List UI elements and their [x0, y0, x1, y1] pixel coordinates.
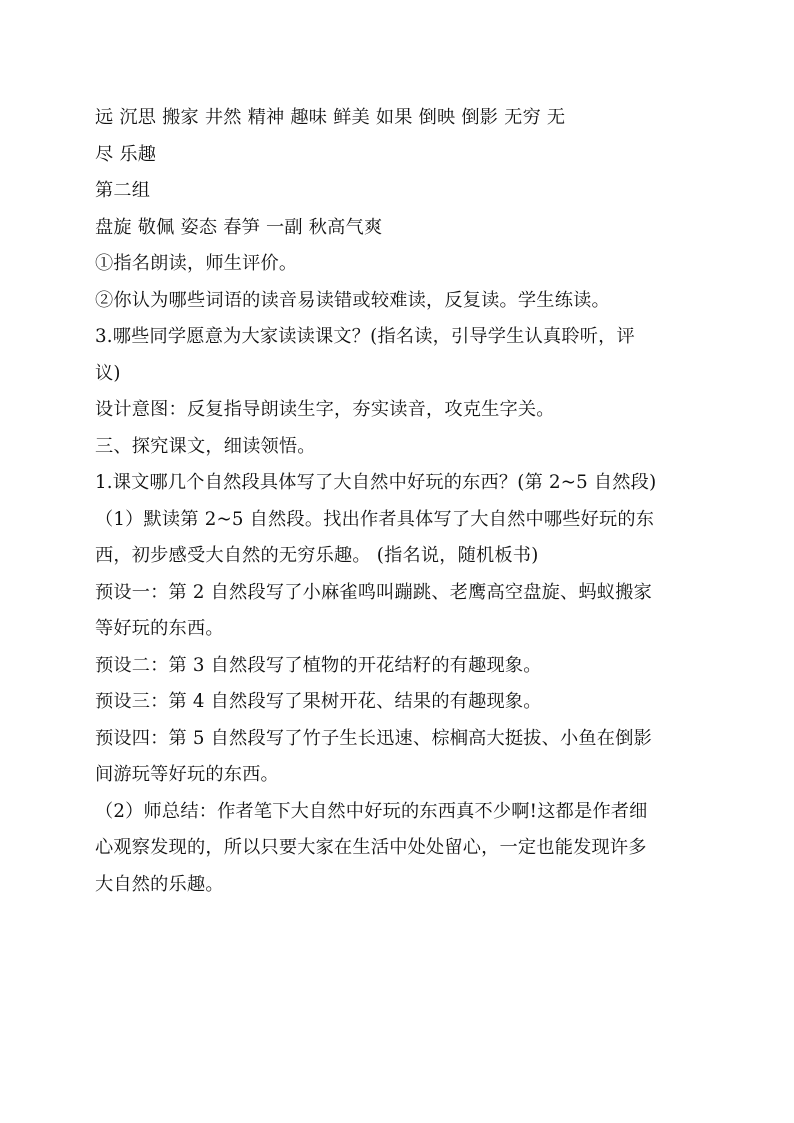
- text-line: 设计意图：反复指导朗读生字，夯实读音，攻克生字关。: [95, 399, 555, 420]
- text-line: 1.课文哪几个自然段具体写了大自然中好玩的东西？(第 2~5 自然段): [95, 472, 657, 493]
- text-line: 西，初步感受大自然的无穷乐趣。 (指名说，随机板书): [95, 545, 539, 566]
- text-line: 心观察发现的，所以只要大家在生活中处处留心，一定也能发现许多: [95, 837, 647, 858]
- text-line: 盘旋 敬佩 姿态 春笋 一副 秋高气爽: [95, 216, 383, 238]
- text-line: 大自然的乐趣。: [95, 873, 224, 895]
- text-line: 预设二：第 3 自然段写了植物的开花结籽的有趣现象。: [95, 654, 542, 676]
- text-line: （2）师总结：作者笔下大自然中好玩的东西真不少啊!这都是作者细: [95, 800, 648, 822]
- text-line: ②你认为哪些词语的读音易读错或较难读，反复读。学生练读。: [95, 289, 610, 311]
- text-line: ①指名朗读，师生评价。: [95, 253, 298, 274]
- text-line: 间游玩等好玩的东西。: [95, 764, 279, 785]
- text-line: 预设三：第 4 自然段写了果树开花、结果的有趣现象。: [95, 691, 542, 712]
- text-line: 等好玩的东西。: [95, 618, 224, 639]
- text-line: 预设四：第 5 自然段写了竹子生长迅速、棕榈高大挺拔、小鱼在倒影: [95, 727, 652, 749]
- text-line: （1）默读第 2~5 自然段。找出作者具体写了大自然中哪些好玩的东: [95, 508, 655, 530]
- text-line: 议): [95, 362, 121, 384]
- section-heading: 第二组: [95, 180, 151, 201]
- text-line: 尽 乐趣: [95, 143, 157, 165]
- section-heading: 三、探究课文，细读领悟。: [95, 435, 316, 457]
- text-line: 3.哪些同学愿意为大家读读课文？(指名读，引导学生认真聆听，评: [95, 326, 635, 347]
- text-line: 远 沉思 搬家 井然 精神 趣味 鲜美 如果 倒映 倒影 无穷 无: [95, 107, 566, 128]
- document-body: [95, 100, 705, 903]
- text-line: 预设一：第 2 自然段写了小麻雀鸣叫蹦跳、老鹰高空盘旋、蚂蚁搬家: [95, 581, 652, 603]
